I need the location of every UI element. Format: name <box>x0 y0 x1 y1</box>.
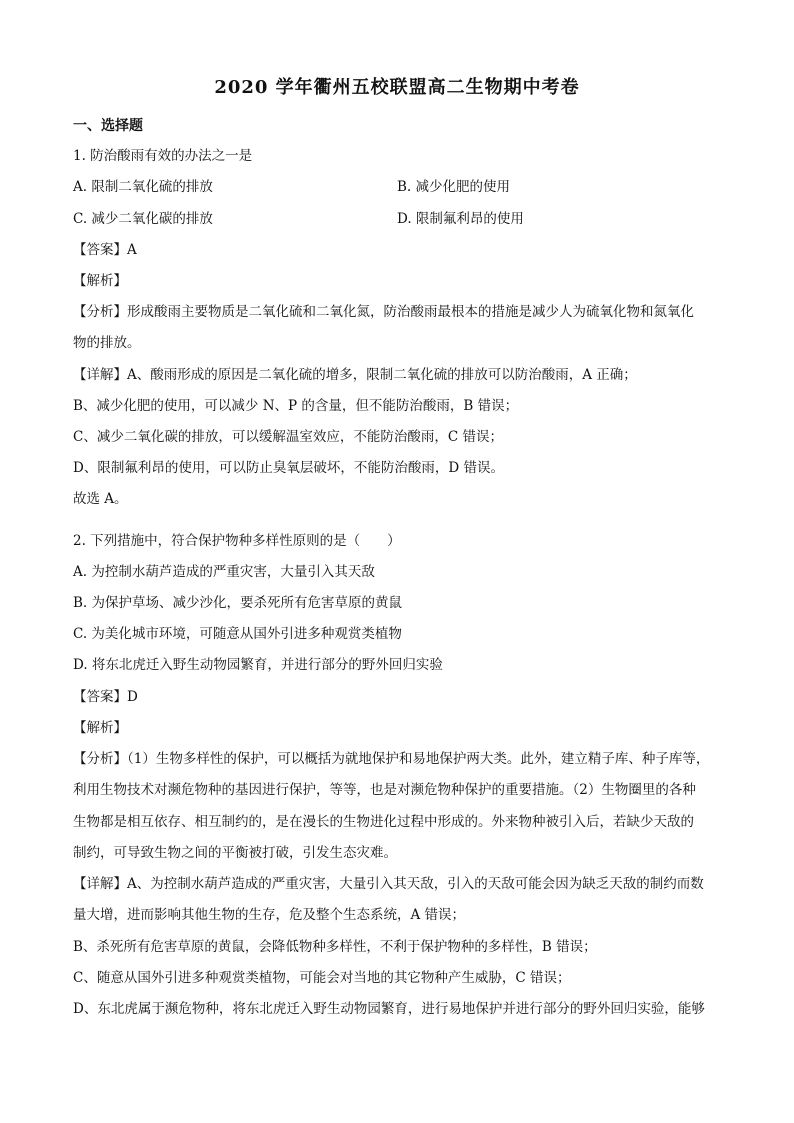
answer-value: D <box>127 689 138 705</box>
question-2-option-a: A. 为控制水葫芦造成的严重灾害，大量引入其天敌 <box>73 564 375 580</box>
question-1-detail-line-1 <box>73 366 637 384</box>
answer-tag: 【答案】 <box>73 689 127 705</box>
question-1-detail-line-2: B、减少化肥的使用，可以减少 N、P 的含量，但不能防治酸雨，B 错误； <box>73 398 519 414</box>
detail-tag: 【详解】 <box>73 367 127 383</box>
detail-tag: 【详解】 <box>73 876 127 892</box>
question-1-option-d: D. 限制氟利昂的使用 <box>397 211 524 227</box>
question-2-fenxi-line-4: 制约，可导致生物之间的平衡被打破，引发生态灾难。 <box>73 845 397 861</box>
detail-text: A、酸雨形成的原因是二氧化硫的增多，限制二氧化硫的排放可以防治酸雨，A 正确； <box>127 367 637 383</box>
question-1-option-c: C. 减少二氧化碳的排放 <box>73 211 213 227</box>
question-1-stem: 1. 防治酸雨有效的办法之一是 <box>73 148 253 164</box>
question-2-detail-line-3: B、杀死所有危害草原的黄鼠，会降低物种多样性，不利于保护物种的多样性，B 错误； <box>73 939 597 955</box>
question-2-stem: 2. 下列措施中，符合保护物种多样性原则的是（ ） <box>73 533 401 549</box>
question-1-detail-line-3: C、减少二氧化碳的排放，可以缓解温室效应，不能防治酸雨，C 错误； <box>73 429 503 445</box>
question-2-option-d: D. 将东北虎迁入野生动物园繁育，并进行部分的野外回归实验 <box>73 657 443 673</box>
question-2-answer <box>73 688 138 706</box>
question-1-fenxi-line-1 <box>73 303 694 321</box>
question-2-analysis-tag: 【解析】 <box>73 720 127 736</box>
question-2-option-b: B. 为保护草场、减少沙化，要杀死所有危害草原的黄鼠 <box>73 595 403 611</box>
question-2-detail-line-4: C、随意从国外引进多种观赏类植物，可能会对当地的其它物种产生威胁，C 错误； <box>73 970 571 986</box>
question-1-conclusion: 故选 A。 <box>73 491 128 507</box>
question-1-analysis-tag: 【解析】 <box>73 273 127 289</box>
section-heading: 一、选择题 <box>73 118 143 134</box>
question-2-fenxi-line-1 <box>73 750 709 768</box>
question-2-option-c: C. 为美化城市环境，可随意从国外引进多种观赏类植物 <box>73 626 402 642</box>
question-1-answer <box>73 241 137 259</box>
question-2-fenxi-line-2: 利用生物技术对濒危物种的基因进行保护，等等，也是对濒危物种保护的重要措施。（2）生物圈里的各种 <box>73 782 696 798</box>
question-2-detail-line-5: D、东北虎属于濒危物种，将东北虎迁入野生动物园繁育，进行易地保护并进行部分的野外回归实验，能够 <box>73 1001 705 1017</box>
answer-tag: 【答案】 <box>73 242 127 258</box>
fenxi-tag: 【分析】 <box>73 751 127 767</box>
question-1-fenxi-line-2: 物的排放。 <box>73 335 141 351</box>
fenxi-text: 形成酸雨主要物质是二氧化硫和二氧化氮，防治酸雨最根本的措施是减少人为硫氧化物和氮氧化 <box>127 304 694 320</box>
question-1-option-a: A. 限制二氧化硫的排放 <box>73 179 213 195</box>
question-1-option-b: B. 减少化肥的使用 <box>397 179 511 195</box>
page-title: 2020 学年衢州五校联盟高二生物期中考卷 <box>214 77 580 98</box>
fenxi-tag: 【分析】 <box>73 304 127 320</box>
fenxi-text: （1）生物多样性的保护，可以概括为就地保护和易地保护两大类。此外，建立精子库、种子库等， <box>127 751 710 767</box>
answer-value: A <box>127 242 137 258</box>
question-2-detail-line-2: 量大增，进而影响其他生物的生存，危及整个生态系统，A 错误； <box>73 907 466 923</box>
detail-text: A、为控制水葫芦造成的严重灾害，大量引入其天敌，引入的天敌可能会因为缺乏天敌的制约而数 <box>127 876 704 892</box>
question-2-detail-line-1 <box>73 875 704 893</box>
question-1-detail-line-4: D、限制氟利昂的使用，可以防止臭氧层破坏，不能防治酸雨，D 错误。 <box>73 460 504 476</box>
question-2-fenxi-line-3: 生物都是相互依存、相互制约的，是在漫长的生物进化过程中形成的。外来物种被引入后，若缺少天敌的 <box>73 814 694 830</box>
